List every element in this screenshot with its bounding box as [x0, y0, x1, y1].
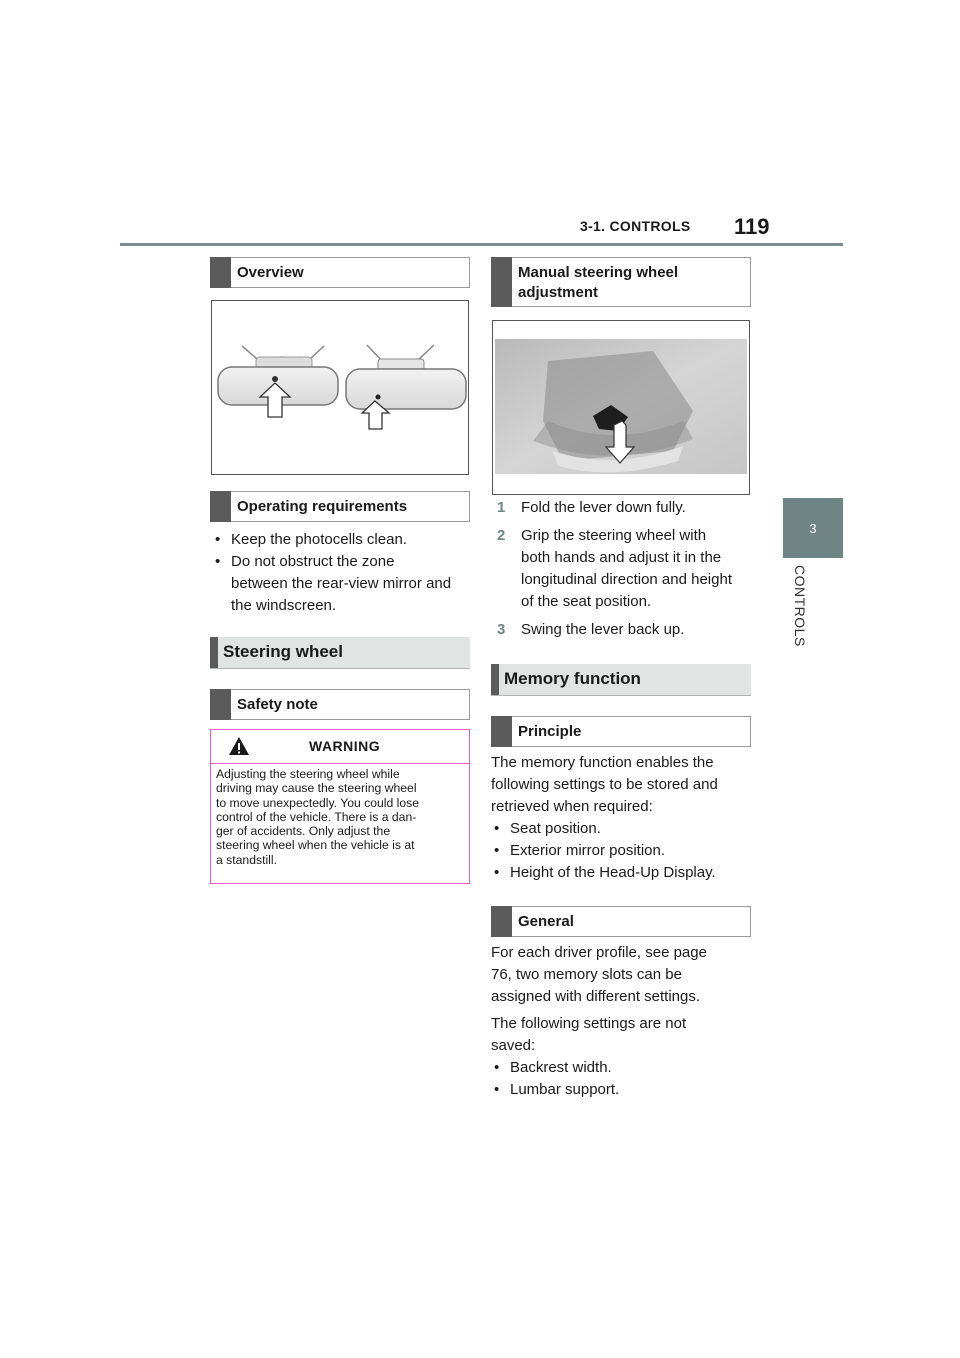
heading-line: adjustment [518, 284, 599, 301]
overview-heading-text: Overview [237, 264, 304, 281]
steering-lever-photo [492, 320, 750, 495]
list-item-continuation: between the rear-view mirror and [231, 575, 452, 592]
list-item-text: Height of the Head-Up Display. [510, 864, 716, 881]
paragraph-line: 76, two memory slots can be [491, 966, 682, 983]
chapter-tab [783, 498, 843, 558]
heading-marker [491, 257, 512, 307]
heading-marker [491, 664, 499, 695]
warning-line: ger of accidents. Only adjust the [216, 824, 391, 839]
section-title: 3-1. CONTROLS [580, 218, 691, 234]
heading-marker [491, 906, 512, 937]
warning-title: WARNING [309, 738, 381, 754]
bullet-glyph: • [215, 531, 221, 548]
principle-heading [491, 716, 751, 747]
heading-marker [210, 491, 231, 522]
paragraph-line: For each driver profile, see page [491, 944, 707, 961]
chapter-label: CONTROLS [792, 565, 808, 647]
paragraph-line: saved: [491, 1037, 536, 1054]
operating-heading [210, 491, 470, 522]
manual-adjustment-heading [491, 257, 751, 307]
heading-marker [210, 637, 218, 668]
principle-heading-text: Principle [518, 723, 582, 740]
header-rule [120, 243, 843, 246]
heading-marker [210, 689, 231, 720]
warning-text [216, 767, 464, 867]
bullet-glyph: • [494, 1081, 500, 1098]
mirror-illustration [211, 300, 469, 475]
steering-wheel-heading-text: Steering wheel [223, 642, 343, 661]
warning-line: steering wheel when the vehicle is at [216, 838, 415, 853]
warning-triangle-icon [228, 736, 250, 756]
paragraph-line: The memory function enables the [491, 754, 714, 771]
page-number: 119 [734, 214, 770, 239]
paragraph-line: assigned with different settings. [491, 988, 701, 1005]
photocell-back [376, 395, 381, 400]
list-item-text: Lumbar support. [510, 1081, 620, 1098]
mirror-drawing [212, 301, 468, 474]
warning-line: Adjusting the steering wheel while [216, 767, 400, 781]
bullet-glyph: • [494, 820, 500, 837]
step-text [521, 497, 761, 519]
list-item-text: Exterior mirror position. [510, 842, 666, 859]
safety-note-heading [210, 689, 470, 720]
list-item-text: Seat position. [510, 820, 601, 837]
heading-marker [491, 716, 512, 747]
list-item-text: Backrest width. [510, 1059, 612, 1076]
step-line: of the seat position. [521, 593, 652, 610]
list-item-text: Keep the photocells clean. [231, 531, 407, 548]
list-item-continuation: the windscreen. [231, 597, 337, 614]
steering-lever-drawing [493, 321, 749, 494]
warning-divider [211, 763, 469, 764]
bullet-glyph: • [215, 553, 221, 570]
safety-note-heading-text: Safety note [237, 696, 318, 713]
heading-line: Manual steering wheel [518, 264, 679, 281]
list-item-text: Do not obstruct the zone [231, 553, 395, 570]
paragraph-line: The following settings are not [491, 1015, 687, 1032]
heading-marker [210, 257, 231, 288]
warning-box [210, 729, 470, 884]
not-saved-paragraph [491, 1013, 751, 1057]
step-number: 2 [497, 527, 506, 544]
general-paragraph [491, 942, 751, 1008]
step-text [521, 619, 761, 641]
paragraph-line: retrieved when required: [491, 798, 653, 815]
operating-heading-text: Operating requirements [237, 498, 408, 515]
bullet-glyph: • [494, 1059, 500, 1076]
chapter-number: 3 [809, 520, 817, 536]
memory-function-heading-text: Memory function [504, 669, 641, 688]
bullet-glyph: • [494, 842, 500, 859]
step-line: longitudinal direction and height [521, 571, 732, 588]
manual-adjustment-heading-text [518, 263, 678, 303]
memory-function-heading [491, 664, 751, 696]
warning-line: a standstill. [216, 852, 277, 867]
bullet-glyph: • [494, 864, 500, 881]
step-line: both hands and adjust it in the [521, 549, 722, 566]
step-number: 3 [497, 621, 506, 638]
paragraph-line: following settings to be stored and [491, 776, 718, 793]
overview-heading [210, 257, 470, 288]
warning-line: control of the vehicle. There is a dan- [216, 809, 417, 824]
warning-line: driving may cause the steering wheel [216, 781, 417, 796]
general-heading [491, 906, 751, 937]
photocell-front [272, 376, 278, 382]
mirror-back [346, 369, 466, 409]
warning-line: to move unexpectedly. You could lose [216, 795, 420, 810]
step-line: Swing the lever back up. [521, 621, 685, 638]
general-heading-text: General [518, 913, 574, 930]
step-line: Grip the steering wheel with [521, 527, 707, 544]
step-number: 1 [497, 499, 506, 516]
step-text [521, 525, 761, 613]
principle-paragraph [491, 752, 751, 818]
step-line: Fold the lever down fully. [521, 499, 686, 516]
steering-wheel-heading [210, 637, 470, 669]
chapter-tab-label-wrap [794, 565, 814, 685]
